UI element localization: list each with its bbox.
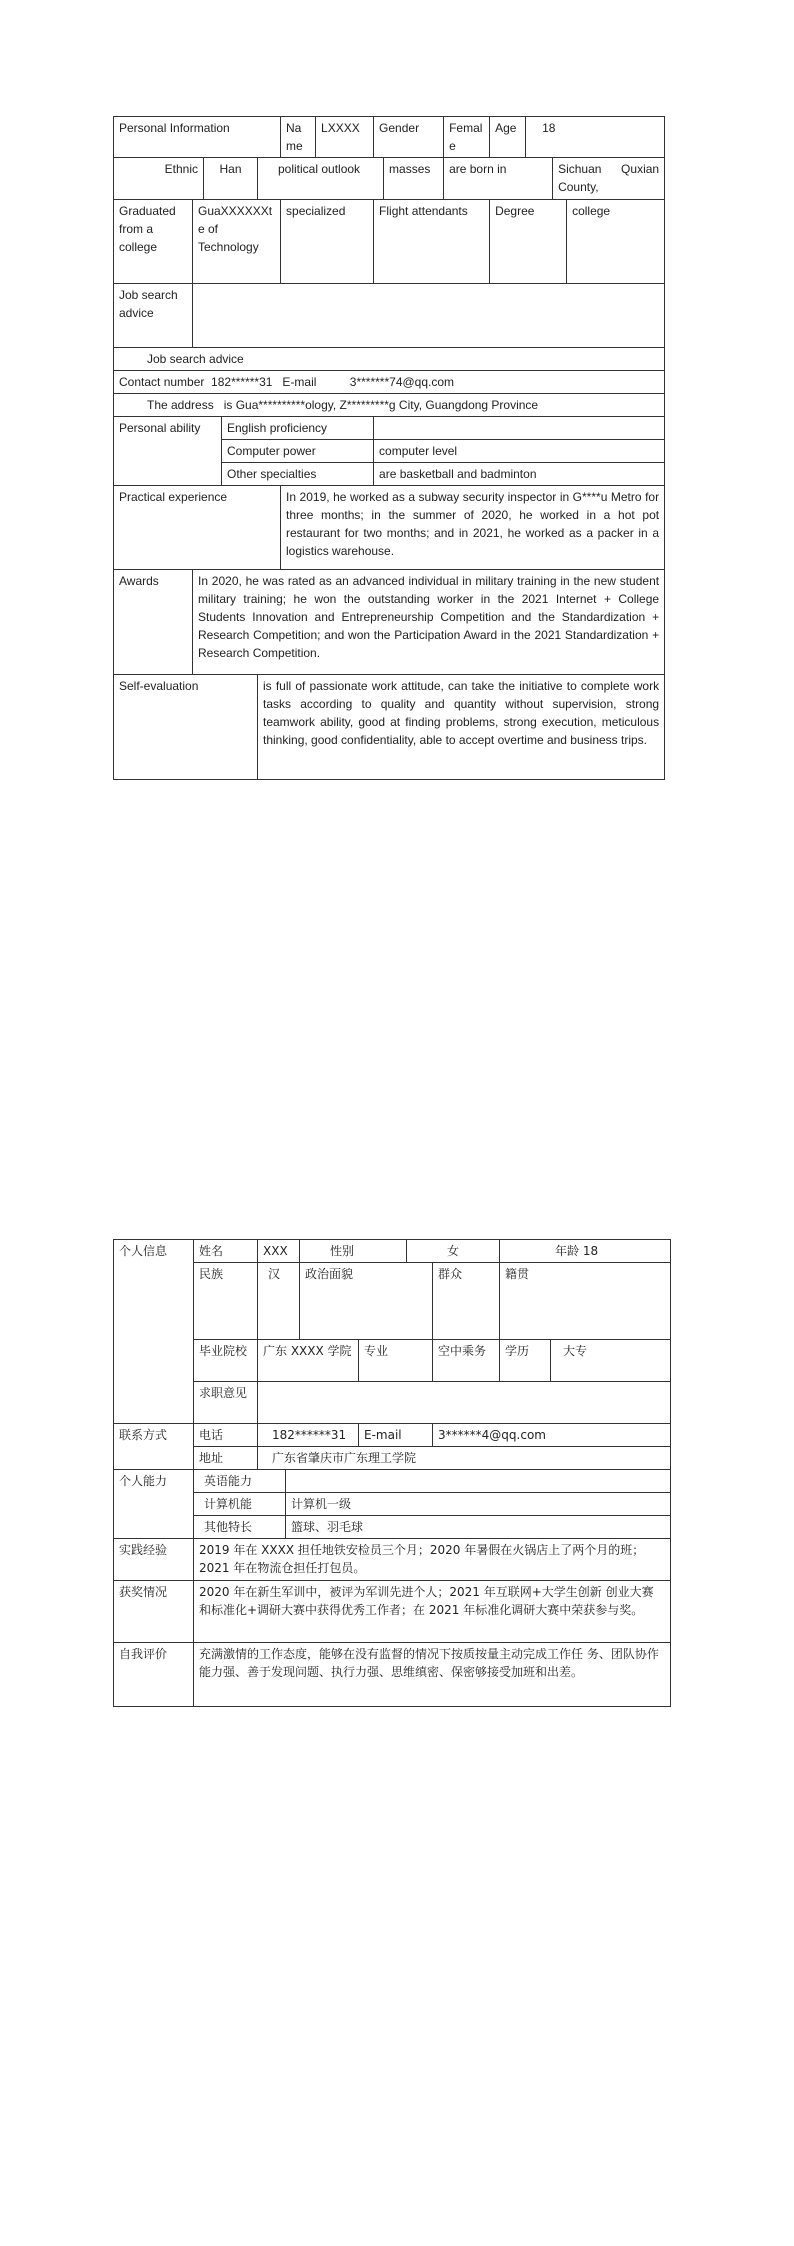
cn-value-address: 广东省肇庆市广东理工学院 (258, 1447, 671, 1470)
label-political-outlook: political outlook (258, 158, 384, 200)
cn-value-other: 篮球、羽毛球 (286, 1516, 671, 1539)
cn-label-gender: 性别 (300, 1240, 407, 1263)
value-gender: Female (444, 117, 490, 158)
value-awards: In 2020, he was rated as an advanced individual in military training in the new student military training; he won the outstanding worker in the 2021 Internet + College Students Innovation and Entrepreneurship Competition and the Standardization + Research Competition; and won the Participation Award in the 2021 Standardization + Research Competition. (193, 570, 665, 675)
label-personal-information: Personal Information (114, 117, 281, 158)
cn-label-email: E-mail (359, 1424, 433, 1447)
cn-label-other: 其他特长 (194, 1516, 286, 1539)
cn-label-school: 毕业院校 (194, 1340, 258, 1382)
chinese-resume-table (113, 1239, 671, 1707)
cn-label-practice: 实践经验 (114, 1539, 194, 1581)
value-self-evaluation: is full of passionate work attitude, can take the initiative to complete work tasks according to quality and quantity without supervision, strong teamwork ability, good at finding problems, strong execution, meticulous thinking, good confidentiality, able to accept overtime and business trips. (258, 675, 665, 780)
value-computer-power: computer level (374, 440, 665, 463)
cn-label-name: 姓名 (194, 1240, 258, 1263)
label-computer-power: Computer power (222, 440, 374, 463)
value-school: GuaXXXXXXte of Technology (193, 200, 281, 284)
cn-label-contact: 联系方式 (114, 1424, 194, 1470)
cn-value-practice: 2019 年在 XXXX 担任地铁安检员三个月；2020 年暑假在火锅店上了两个月的班；2021 年在物流仓担任打包员。 (194, 1539, 671, 1581)
cn-value-computer: 计算机一级 (286, 1493, 671, 1516)
cn-value-english (286, 1470, 671, 1493)
label-english-proficiency: English proficiency (222, 417, 374, 440)
cn-label-personal-info: 个人信息 (114, 1240, 194, 1424)
cn-label-phone: 电话 (194, 1424, 258, 1447)
value-major: Flight attendants (374, 200, 490, 284)
cn-label-political: 政治面貌 (300, 1263, 433, 1340)
cn-value-awards: 2020 年在新生军训中，被评为军训先进个人；2021 年互联网+大学生创新 创业大赛和标准化+调研大赛中获得优秀工作者；在 2021 年标准化调研大赛中荣获参与奖。 (194, 1581, 671, 1643)
job-search-advice-row: Job search advice (114, 348, 665, 371)
cn-value-job-intention (258, 1382, 671, 1424)
cn-label-native-place: 籍贯 (500, 1263, 671, 1340)
cn-value-email: 3******4@qq.com (433, 1424, 671, 1447)
value-english-proficiency (374, 417, 665, 440)
label-born-in: are born in (444, 158, 553, 200)
cn-label-english: 英语能力 (194, 1470, 286, 1493)
value-practical-experience: In 2019, he worked as a subway security inspector in G****u Metro for three months; in the summer of 2020, he worked in a hot pot restaurant for two months; and in 2021, he worked as a packer in a logistics warehouse. (281, 486, 665, 570)
cn-label-computer: 计算机能 (194, 1493, 286, 1516)
label-graduated-from: Graduated from a college (114, 200, 193, 284)
address-row: The address is Gua**********ology, Z*********g City, Guangdong Province (114, 394, 665, 417)
label-degree: Degree (490, 200, 567, 284)
label-practical-experience: Practical experience (114, 486, 281, 570)
cn-label-ethnic: 民族 (194, 1263, 258, 1340)
cn-value-ethnic: 汉 (258, 1263, 300, 1340)
label-personal-ability: Personal ability (114, 417, 222, 486)
cn-label-job-intention: 求职意见 (194, 1382, 258, 1424)
label-specialized: specialized (281, 200, 374, 284)
cn-label-major: 专业 (359, 1340, 433, 1382)
cn-age: 年龄 18 (500, 1240, 671, 1263)
value-name: LXXXX (316, 117, 374, 158)
cn-label-self-evaluation: 自我评价 (114, 1643, 194, 1707)
cn-value-degree: 大专 (551, 1340, 671, 1382)
cn-label-awards: 获奖情况 (114, 1581, 194, 1643)
cn-value-phone: 182******31 (258, 1424, 359, 1447)
label-ethnic: Ethnic (114, 158, 204, 200)
label-job-search-advice: Job search advice (114, 284, 193, 348)
value-other-specialties: are basketball and badminton (374, 463, 665, 486)
cn-value-name: XXX (258, 1240, 300, 1263)
cn-value-self-evaluation: 充满激情的工作态度，能够在没有监督的情况下按质按量主动完成工作任 务、团队协作能力强、善于发现问题、执行力强、思维缜密、保密够接受加班和出差。 (194, 1643, 671, 1707)
value-ethnic: Han (204, 158, 258, 200)
cn-value-gender: 女 (407, 1240, 500, 1263)
value-degree: college (567, 200, 665, 284)
value-political-outlook: masses (384, 158, 444, 200)
page-chinese (0, 1123, 794, 2246)
value-job-search-advice (193, 284, 665, 348)
label-other-specialties: Other specialties (222, 463, 374, 486)
value-age: 18 (526, 117, 665, 158)
value-born-in: Sichuan Quxian County, (553, 158, 665, 200)
label-self-evaluation: Self-evaluation (114, 675, 258, 780)
cn-label-degree: 学历 (500, 1340, 551, 1382)
label-name: Name (281, 117, 316, 158)
contact-row: Contact number 182******31 E-mail 3*******74@qq.com (114, 371, 665, 394)
cn-value-political: 群众 (433, 1263, 500, 1340)
label-age: Age (490, 117, 526, 158)
english-resume-table (113, 116, 665, 780)
label-gender: Gender (374, 117, 444, 158)
cn-value-school: 广东 XXXX 学院 (258, 1340, 359, 1382)
cn-label-ability: 个人能力 (114, 1470, 194, 1539)
cn-value-major: 空中乘务 (433, 1340, 500, 1382)
cn-label-address: 地址 (194, 1447, 258, 1470)
label-awards: Awards (114, 570, 193, 675)
